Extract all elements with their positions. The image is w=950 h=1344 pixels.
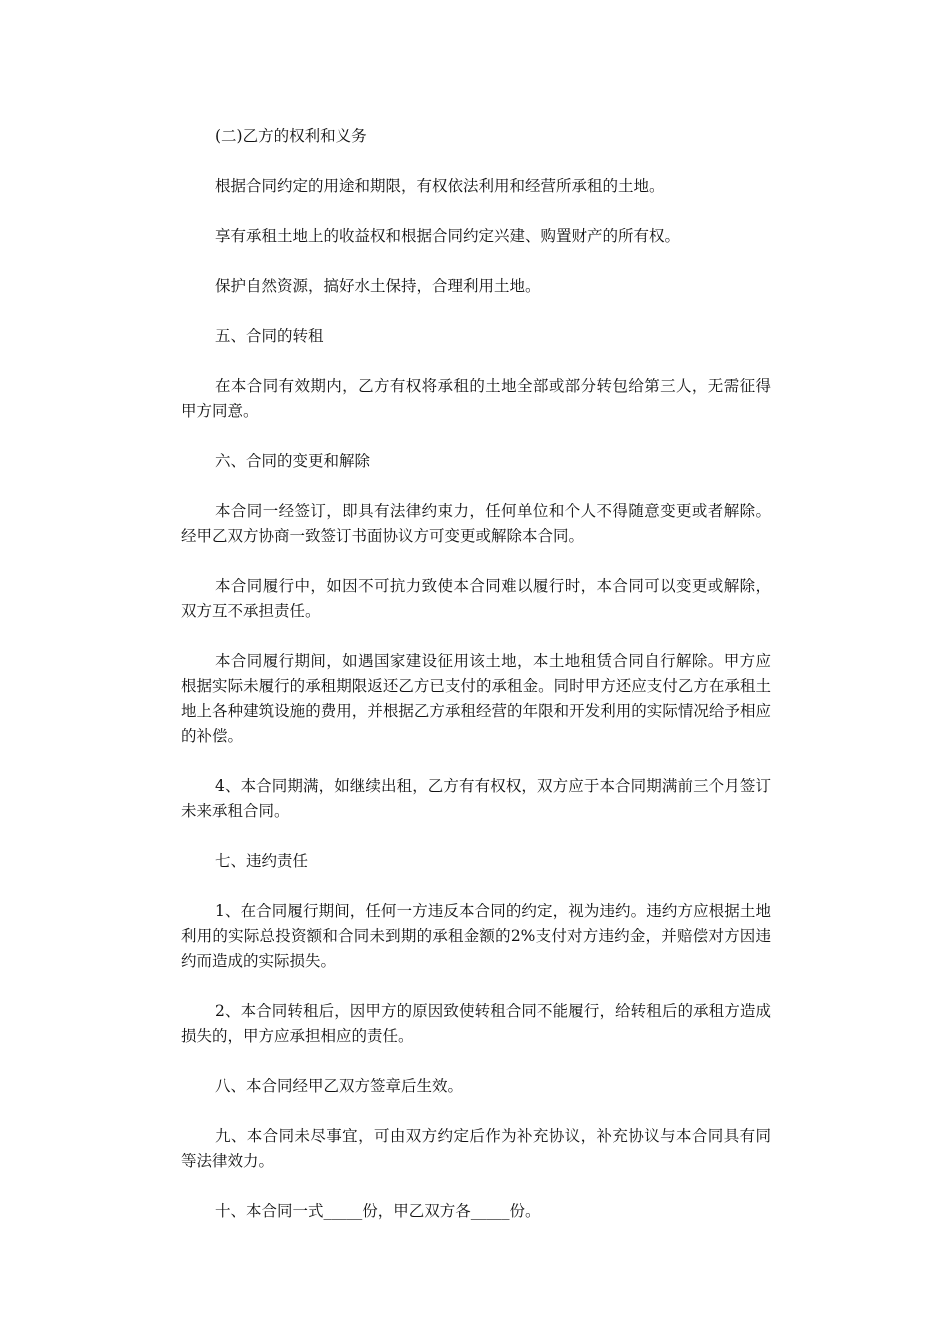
paragraph: 本合同一经签订，即具有法律约束力，任何单位和个人不得随意变更或者解除。经甲乙双方协商一致签订书面协议方可变更或解除本合同。 <box>181 502 771 545</box>
paragraph: 保护自然资源，搞好水土保持，合理利用土地。 <box>215 277 541 295</box>
paragraph: 享有承租土地上的收益权和根据合同约定兴建、购置财产的所有权。 <box>215 227 681 245</box>
paragraph: 本合同履行中，如因不可抗力致使本合同难以履行时，本合同可以变更或解除，双方互不承担责任。 <box>181 577 771 620</box>
paragraph: 在本合同有效期内，乙方有权将承租的土地全部或部分转包给第三人，无需征得甲方同意。 <box>181 377 771 420</box>
paragraph: 根据合同约定的用途和期限，有权依法利用和经营所承租的土地。 <box>215 177 665 195</box>
paragraph: 2、本合同转租后，因甲方的原因致使转租合同不能履行，给转租后的承租方造成损失的，甲方应承担相应的责任。 <box>181 1002 771 1045</box>
paragraph: 本合同履行期间，如遇国家建设征用该土地，本土地租赁合同自行解除。甲方应根据实际未履行的承租期限返还乙方已支付的承租金。同时甲方还应支付乙方在承租土地上各种建筑设施的费用，并根据乙方承租经营的年限和开发利用的实际情况给予相应的补偿。 <box>181 652 771 745</box>
section-heading-copies: 十、本合同一式_____份，甲乙双方各_____份。 <box>215 1202 541 1220</box>
section-heading-party-b-rights: (二)乙方的权利和义务 <box>215 127 367 145</box>
section-heading-sublease: 五、合同的转租 <box>215 327 324 345</box>
paragraph: 1、在合同履行期间，任何一方违反本合同的约定，视为违约。违约方应根据土地利用的实际总投资额和合同未到期的承租金额的2%支付对方违约金，并赔偿对方因违约而造成的实际损失。 <box>181 902 771 970</box>
paragraph: 4、本合同期满，如继续出租，乙方有有权权，双方应于本合同期满前三个月签订未来承租合同。 <box>181 777 771 820</box>
section-heading-supplementary: 九、本合同未尽事宜，可由双方约定后作为补充协议，补充协议与本合同具有同等法律效力。 <box>181 1127 771 1170</box>
section-heading-breach: 七、违约责任 <box>215 852 309 870</box>
section-heading-effective: 八、本合同经甲乙双方签章后生效。 <box>215 1077 464 1095</box>
section-heading-change-termination: 六、合同的变更和解除 <box>215 452 371 470</box>
document-body <box>181 124 771 1249</box>
